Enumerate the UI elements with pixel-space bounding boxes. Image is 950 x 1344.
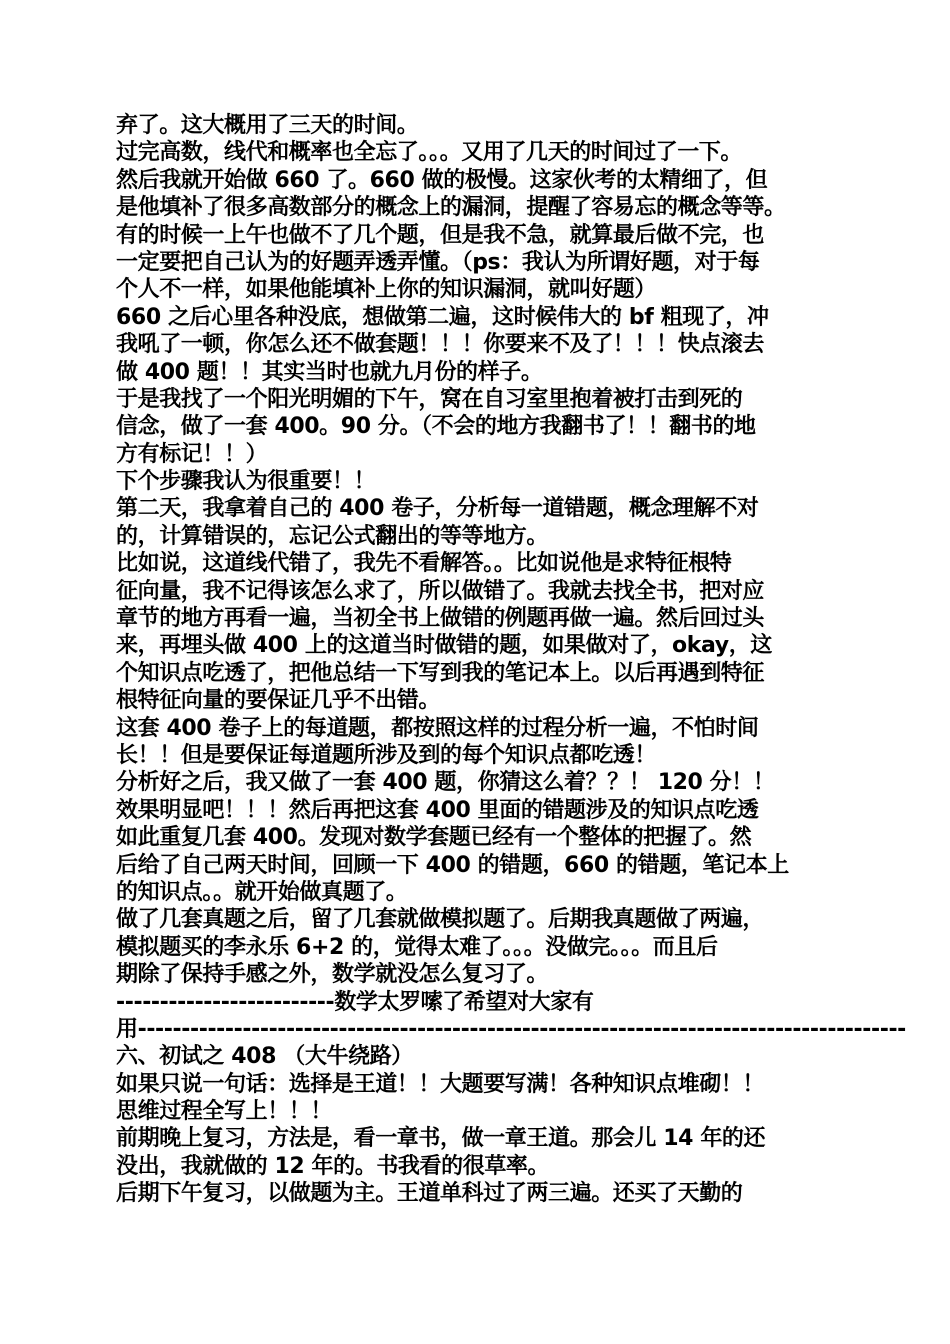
text-line: 没出，我就做的 12 年的。书我看的很草率。: [116, 1153, 550, 1179]
text-line: 效果明显吧！！！然后再把这套 400 里面的错题涉及的知识点吃透: [116, 797, 759, 823]
text-line: 前期晚上复习，方法是，看一章书，做一章王道。那会儿 14 年的还: [116, 1126, 766, 1152]
text-line: 然后我就开始做 660 了。660 做的极慢。这家伙考的太精细了，但: [116, 167, 768, 193]
text-line: 于是我找了一个阳光明媚的下午，窝在自习室里抱着被打击到死的: [116, 386, 743, 412]
text-line: 后给了自己两天时间，回顾一下 400 的错题，660 的错题，笔记本上: [116, 852, 789, 878]
text-line: 个知识点吃透了，把他总结一下写到我的笔记本上。以后再遇到特征: [116, 660, 765, 686]
text-line: 来，再埋头做 400 上的这道当时做错的题，如果做对了，okay，这: [116, 633, 772, 659]
text-line: 如果只说一句话：选择是王道！！大题要写满！各种知识点堆砌！！: [116, 1071, 765, 1097]
text-line: 如此重复几套 400。发现对数学套题已经有一个整体的把握了。然: [116, 825, 752, 851]
text-line: 过完高数，线代和概率也全忘了。。。又用了几天的时间过了一下。: [116, 140, 743, 166]
text-line: 有的时候一上午也做不了几个题，但是我不急，就算最后做不完，也: [116, 222, 765, 248]
text-line: 是他填补了很多高数部分的概念上的漏洞，提醒了容易忘的概念等等。: [116, 195, 786, 221]
text-line: 一定要把自己认为的好题弄透弄懂。（ps：我认为所谓好题，对于每: [116, 249, 760, 275]
text-line: 个人不一样，如果他能填补上你的知识漏洞，就叫好题）: [116, 277, 657, 303]
text-line: 期除了保持手感之外，数学就没怎么复习了。: [116, 962, 549, 988]
text-line: 这套 400 卷子上的每道题，都按照这样的过程分析一遍，不怕时间: [116, 715, 759, 741]
text-line: 做 400 题！！其实当时也就九月份的样子。: [116, 359, 543, 385]
text-line: 方有标记！！）: [116, 441, 268, 467]
text-line: 模拟题买的李永乐 6+2 的，觉得太难了。。。没做完。。。而且后: [116, 934, 718, 960]
text-line: 征向量，我不记得该怎么求了，所以做错了。我就去找全书，把对应: [116, 578, 765, 604]
text-line: 660 之后心里各种没底，想做第二遍，这时候伟大的 bf 粗现了，冲: [116, 304, 769, 330]
section-heading: 六、初试之 408 （大牛绕路）: [116, 1044, 413, 1070]
text-line: 弃了。这大概用了三天的时间。: [116, 113, 419, 138]
text-line: 下个步骤我认为很重要！！: [116, 469, 376, 495]
text-line: 长！！但是要保证每道题所涉及到的每个知识点都吃透！: [116, 742, 657, 768]
document-body: [116, 112, 906, 1208]
text-line: 的，计算错误的，忘记公式翻出的等等地方。: [116, 523, 549, 549]
text-line: -------------------------数学太罗嗦了希望对大家有: [116, 989, 594, 1015]
text-line: 章节的地方再看一遍，当初全书上做错的例题再做一遍。然后回过头: [116, 606, 765, 632]
text-line: 后期下午复习，以做题为主。王道单科过了两三遍。还买了天勤的: [116, 1181, 743, 1207]
text-line: 根特征向量的要保证几乎不出错。: [116, 688, 441, 714]
text-line: 思维过程全写上！！！: [116, 1099, 333, 1125]
text-line: 的知识点。。就开始做真题了。: [116, 879, 408, 905]
divider-line: 用----------------------------------------------------------------------------------------: [116, 1016, 906, 1042]
text-line: 比如说，这道线代错了，我先不看解答。。比如说他是求特征根特: [116, 551, 732, 577]
text-line: 第二天，我拿着自己的 400 卷子，分析每一道错题，概念理解不对: [116, 496, 759, 522]
text-line: 分析好之后，我又做了一套 400 题，你猜这么着？？！ 120 分！！: [116, 770, 775, 796]
text-line: 做了几套真题之后，留了几套就做模拟题了。后期我真题做了两遍，: [116, 907, 765, 933]
text-line: 信念，做了一套 400。90 分。（不会的地方我翻书了！！翻书的地: [116, 414, 756, 440]
text-line: 我吼了一顿，你怎么还不做套题！！！你要来不及了！！！快点滚去: [116, 332, 765, 358]
